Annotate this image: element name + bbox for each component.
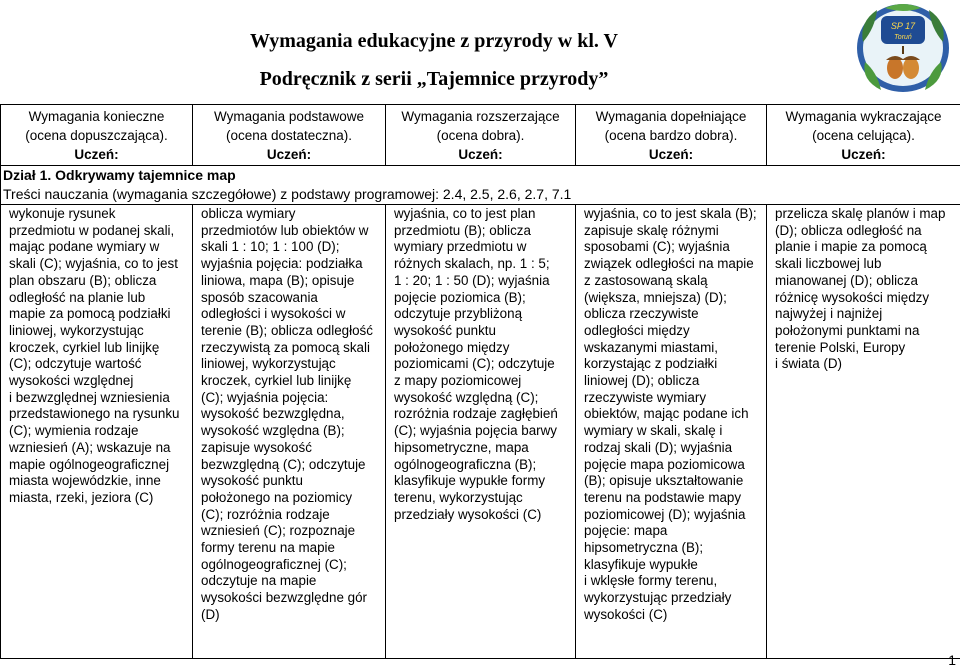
requirement-line: poziomicowej (D); wyjaśnia [584, 506, 746, 522]
requirement-line: wysokość bezwzględna, [201, 406, 345, 422]
column-header-wykraczajace: Wymagania wykraczające (ocena celująca). Uczeń: [767, 105, 960, 166]
requirement-line: mapie ogólnogeograficznej [9, 456, 170, 472]
table-header-row [1, 105, 960, 166]
requirement-line: kroczek, cyrkiel lub linijkę [201, 373, 352, 389]
requirement-line: (C); wyjaśnia pojęcia barwy [394, 423, 557, 439]
requirement-line: (D); oblicza odległość na [775, 222, 922, 238]
section-title: Dział 1. Odkrywamy tajemnice map [3, 167, 236, 183]
requirements-table [0, 104, 960, 659]
requirement-line: i bezwzględnej wzniesienia [9, 389, 170, 405]
requirement-line: odległości między [584, 322, 690, 338]
school-logo [855, 2, 951, 98]
requirement-line: wyjaśnia, co to jest plan [394, 206, 536, 221]
requirement-line: najwyżej i najniżej [775, 306, 883, 322]
requirement-line: z mapy poziomicowej [394, 373, 522, 389]
requirement-line: wysokość względną (C); [394, 389, 539, 405]
requirement-line: pojęcie: mapa [584, 523, 668, 539]
requirement-line: sposób szacowania [201, 289, 318, 305]
column-header-rozszerzajace: Wymagania rozszerzające (ocena dobra). Uczeń: [386, 105, 576, 166]
document-title: Wymagania edukacyjne z przyrody w kl. V [250, 30, 618, 52]
requirement-line: skali liczbowej lub [775, 256, 882, 272]
requirement-line: przelicza skalę planów i map [775, 206, 946, 221]
requirements-cell [576, 205, 767, 659]
requirement-line: położonego między [394, 339, 510, 355]
section-standards: Treści nauczania (wymagania szczegółowe) z podstawy programowej: 2.4, 2.5, 2.6, 2.7, 7.1 [3, 186, 572, 202]
requirement-line: pojęcie poziomica (B); [394, 289, 526, 305]
requirement-line: wymiary przedmiotu w [394, 239, 527, 255]
requirement-line: wyjaśnia pojęcia: podziałka [201, 256, 363, 272]
requirement-line: mapie za pomocą podziałki [9, 306, 171, 322]
requirement-line: terenie Polski, Europy [775, 339, 906, 355]
requirement-line: wysokość względna (B); [201, 423, 345, 439]
requirement-line: rodzaj skali (D); wyjaśnia [584, 439, 733, 455]
requirement-line: skali (C); wyjaśnia, co to jest [9, 256, 178, 272]
requirement-line: różnicę wysokości między [775, 289, 930, 305]
requirement-line: plan obszaru (B); oblicza [9, 272, 157, 288]
requirement-line: ogólnogeograficznej (C); [201, 556, 347, 572]
requirement-line: poziomicami (C); odczytuje [394, 356, 555, 372]
requirement-line: wysokość punktu [394, 322, 496, 338]
requirement-line: wykonuje rysunek [9, 206, 116, 221]
requirement-line: wysokości względnej [9, 373, 134, 389]
section-row [1, 166, 960, 205]
requirements-cell [386, 205, 576, 659]
table-row [1, 205, 960, 659]
requirement-line: miasta, rzeki, jeziora (C) [9, 489, 154, 505]
requirement-line: planie i mapie za pomocą [775, 239, 927, 255]
requirement-line: wysokości (C) [584, 606, 668, 622]
column-header-konieczne: Wymagania konieczne (ocena dopuszczająca). Uczeń: [1, 105, 193, 166]
requirement-line: rzeczywistą za pomocą skali [201, 339, 370, 355]
requirement-line: przedmiotu (B); oblicza [394, 222, 531, 238]
requirement-line: przedziały wysokości (C) [394, 506, 542, 522]
requirement-line: liniowej, wykorzystując [9, 322, 144, 338]
requirements-cell [1, 205, 193, 659]
requirements-cell [767, 205, 960, 659]
requirement-line: (większa, mniejsza) (D); [584, 289, 727, 305]
requirement-line: liniowa, mapa (B); opisuje [201, 272, 355, 288]
requirement-line: odległości i wysokości w [201, 306, 346, 322]
requirement-line: odczytuje na mapie [201, 573, 317, 589]
requirement-line: różnych skalach, np. 1 : 5; [394, 256, 550, 272]
requirement-line: pojęcie mapa poziomicowa [584, 456, 745, 472]
requirement-line: kroczek, cyrkiel lub linijkę [9, 339, 160, 355]
requirement-line: przedstawionego na rysunku [9, 406, 180, 422]
requirement-line: (D) [201, 606, 220, 622]
requirement-line: wzniesień (C); rozpoznaje [201, 523, 356, 539]
requirement-line: terenie (B); oblicza odległość [201, 322, 373, 338]
requirement-line: bezwzględną (C); odczytuje [201, 456, 366, 472]
requirement-line: wymiary w skali, skalę i [584, 423, 723, 439]
requirement-line: położonymi punktami na [775, 322, 920, 338]
logo-text: SP 17 [890, 21, 916, 31]
requirement-line: zapisuje skalę różnymi [584, 222, 719, 238]
requirement-line: (C); wymienia rodzaje [9, 423, 139, 439]
requirement-line: (C); wyjaśnia pojęcia: [201, 389, 329, 405]
column-header-podstawowe: Wymagania podstawowe (ocena dostateczna). Uczeń: [193, 105, 386, 166]
requirement-line: formy terenu na mapie [201, 540, 335, 556]
column-header-dopelniajace: Wymagania dopełniające (ocena bardzo dobra). Uczeń: [576, 105, 767, 166]
requirement-line: i wklęsłe formy terenu, [584, 573, 718, 589]
requirement-line: liniowej (D); oblicza [584, 373, 700, 389]
requirement-line: przedmiotu w podanej skali, [9, 222, 175, 238]
requirement-line: wykorzystując przedziały [584, 590, 732, 606]
document-subtitle: Podręcznik z serii „Tajemnice przyrody” [259, 68, 609, 90]
page-number: 1 [948, 652, 956, 668]
requirement-line: wysokość punktu [201, 473, 303, 489]
requirement-line: klasyfikuje wypukłe formy [394, 473, 546, 489]
requirement-line: rozróżnia rodzaje zagłębień [394, 406, 558, 422]
section-heading [1, 166, 960, 205]
requirement-line: klasyfikuje wypukłe [584, 556, 698, 572]
requirement-line: mianowanej (D); oblicza [775, 272, 918, 288]
requirement-line: wskazanymi miastami, [584, 339, 718, 355]
requirement-line: przedmiotów lub obiektów w [201, 222, 369, 238]
requirement-line: położonego na poziomicy [201, 489, 353, 505]
requirement-line: wyjaśnia, co to jest skala (B); [584, 206, 757, 221]
requirement-line: obiektów, mając podane ich [584, 406, 749, 422]
requirement-line: 1 : 20; 1 : 50 (D); wyjaśnia [394, 272, 550, 288]
requirement-line: ogólnogeograficzna (B); [394, 456, 537, 472]
requirement-line: związek odległości na mapie [584, 256, 754, 272]
requirement-line: zapisuje wysokość [201, 439, 312, 455]
requirement-line: hipsometryczna (B); [584, 540, 704, 556]
requirement-line: (C); rozróżnia rodzaje [201, 506, 330, 522]
requirement-line: wysokości bezwzględne gór [201, 590, 367, 606]
logo-subtext: Toruń [894, 34, 912, 41]
requirement-line: miasta wojewódzkie, inne [9, 473, 161, 489]
requirement-line: oblicza rzeczywiste [584, 306, 699, 322]
requirement-line: wzniesień (A); wskazuje na [9, 439, 171, 455]
requirement-line: z zastosowaną skalą [584, 272, 708, 288]
requirement-line: hipsometryczne, mapa [394, 439, 529, 455]
requirement-line: korzystając z podziałki [584, 356, 718, 372]
requirement-line: mając podane wymiary w [9, 239, 160, 255]
requirement-line: rzeczywiste wymiary [584, 389, 707, 405]
requirement-line: terenu, wykorzystując [394, 489, 523, 505]
requirements-cell [193, 205, 386, 659]
requirement-line: skali 1 : 10; 1 : 100 (D); [201, 239, 340, 255]
requirement-line: odległość na planie lub [9, 289, 146, 305]
requirement-line: liniowej, wykorzystując [201, 356, 336, 372]
requirement-line: oblicza wymiary [201, 206, 296, 221]
requirement-line: i świata (D) [775, 356, 842, 372]
requirement-line: (C); odczytuje wartość [9, 356, 142, 372]
requirement-line: (B); opisuje ukształtowanie [584, 473, 744, 489]
requirement-line: odczytuje przybliżoną [394, 306, 523, 322]
requirement-line: sposobami (C); wyjaśnia [584, 239, 730, 255]
requirement-line: terenu na podstawie mapy [584, 489, 742, 505]
